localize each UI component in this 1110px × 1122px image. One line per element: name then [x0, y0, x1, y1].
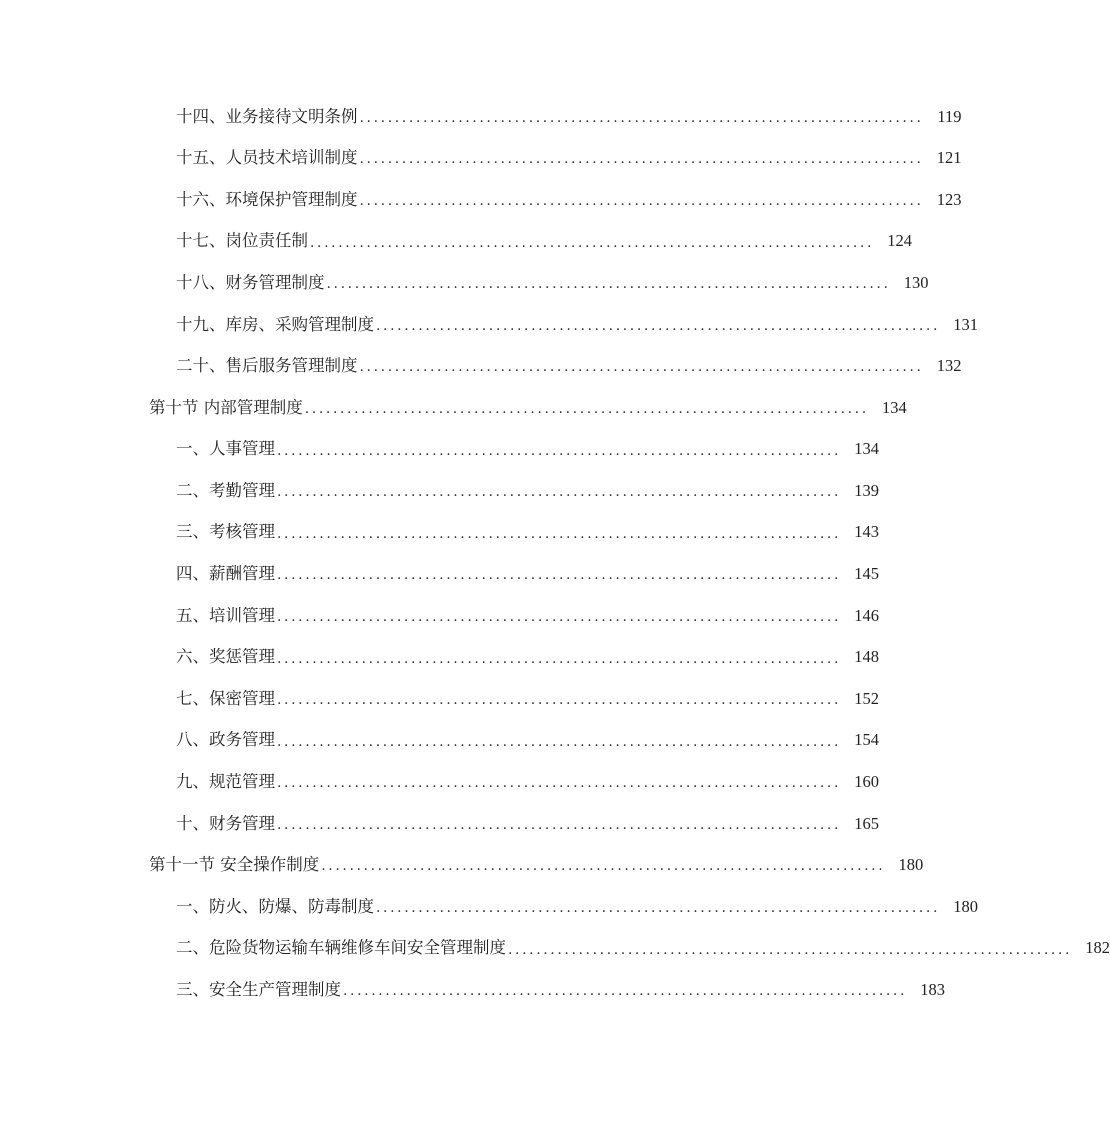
toc-entry[interactable] [0, 138, 962, 180]
toc-page-number: 139 [854, 480, 880, 500]
toc-entry-title: 第十节 内部管理制度 [149, 397, 303, 417]
toc-entry[interactable] [0, 221, 913, 263]
toc-entry-title: 三、安全生产管理制度 [176, 980, 341, 1000]
toc-entry[interactable] [0, 470, 880, 512]
toc-entry[interactable] [0, 928, 1110, 970]
toc-entry-title: 二十、售后服务管理制度 [176, 356, 358, 376]
toc-dot-leader: ................................................................................ [277, 525, 842, 542]
toc-entry-title: 五、培训管理 [176, 605, 275, 625]
toc-page-number: 152 [854, 688, 880, 708]
toc-entry[interactable] [0, 179, 962, 221]
toc-page-number: 123 [936, 189, 962, 209]
toc-page-number: 134 [882, 397, 907, 417]
toc-page-number: 165 [854, 813, 880, 833]
toc-dot-leader: ................................................................................ [326, 276, 891, 293]
toc-entry[interactable] [0, 886, 979, 928]
toc-entry-title: 十九、库房、采购管理制度 [176, 314, 374, 334]
toc-dot-leader: ................................................................................ [277, 442, 842, 459]
toc-entry[interactable] [0, 678, 880, 720]
toc-entry-title: 一、人事管理 [176, 439, 275, 459]
toc-dot-leader: ................................................................................ [277, 733, 842, 750]
toc-page-number: 119 [937, 106, 962, 126]
toc-dot-leader: ................................................................................ [277, 650, 842, 667]
toc-dot-leader: ................................................................................ [376, 900, 941, 917]
toc-entry-title: 十五、人员技术培训制度 [176, 148, 358, 168]
toc-entry[interactable] [0, 969, 946, 1011]
toc-dot-leader: ................................................................................ [508, 941, 1073, 958]
toc-entry-title: 三、考核管理 [176, 522, 275, 542]
toc-entry[interactable] [0, 346, 962, 388]
toc-dot-leader: ................................................................................ [277, 692, 842, 709]
toc-dot-leader: ................................................................................ [359, 359, 924, 376]
toc-entry[interactable] [0, 262, 929, 304]
toc-page-number: 180 [898, 855, 924, 875]
toc-entry-title: 十七、岗位责任制 [176, 231, 308, 251]
toc-entry[interactable] [0, 512, 880, 554]
toc-page-number: 148 [854, 647, 880, 667]
toc-page-number: 146 [854, 605, 880, 625]
toc-page-number: 183 [920, 980, 946, 1000]
toc-dot-leader: ................................................................................ [359, 109, 924, 126]
toc-page-number: 160 [854, 772, 880, 792]
toc-page-number: 132 [936, 356, 962, 376]
toc-entry-title: 第十一节 安全操作制度 [149, 855, 320, 875]
table-of-contents [0, 96, 1110, 1011]
toc-page-number: 145 [854, 564, 880, 584]
toc-dot-leader: ................................................................................ [277, 484, 842, 501]
toc-dot-leader: ................................................................................ [277, 567, 842, 584]
toc-dot-leader: ................................................................................ [359, 151, 924, 168]
toc-dot-leader: ................................................................................ [304, 400, 869, 417]
toc-entry-title: 六、奖惩管理 [176, 647, 275, 667]
toc-dot-leader: ................................................................................ [359, 192, 924, 209]
toc-entry[interactable] [0, 595, 880, 637]
toc-page-number: 180 [953, 896, 979, 916]
toc-page-number: 130 [903, 272, 929, 292]
toc-dot-leader: ................................................................................ [277, 775, 842, 792]
toc-page-number: 124 [887, 231, 913, 251]
toc-entry-title: 二、考勤管理 [176, 480, 275, 500]
toc-entry-title: 十八、财务管理制度 [176, 272, 325, 292]
toc-entry[interactable] [0, 720, 880, 762]
toc-page-number: 134 [854, 439, 880, 459]
toc-entry-title: 八、政务管理 [176, 730, 275, 750]
toc-entry[interactable] [0, 96, 962, 138]
toc-entry[interactable] [0, 762, 880, 804]
toc-page-number: 143 [854, 522, 880, 542]
toc-entry[interactable] [0, 554, 880, 596]
toc-entry-title: 一、防火、防爆、防毒制度 [176, 896, 374, 916]
toc-entry[interactable] [0, 429, 880, 471]
toc-entry[interactable] [0, 803, 880, 845]
toc-dot-leader: ................................................................................ [310, 234, 875, 251]
toc-page-number: 154 [854, 730, 880, 750]
toc-entry-title: 七、保密管理 [176, 688, 275, 708]
toc-entry[interactable] [0, 637, 880, 679]
toc-section-entry[interactable] [0, 845, 924, 887]
toc-dot-leader: ................................................................................ [321, 858, 886, 875]
toc-dot-leader: ................................................................................ [277, 816, 842, 833]
toc-page-number: 131 [953, 314, 979, 334]
toc-entry-title: 十、财务管理 [176, 813, 275, 833]
toc-entry-title: 十六、环境保护管理制度 [176, 189, 358, 209]
toc-entry-title: 九、规范管理 [176, 772, 275, 792]
toc-page-number: 182 [1085, 938, 1110, 958]
toc-dot-leader: ................................................................................ [277, 608, 842, 625]
toc-page-number: 121 [936, 148, 962, 168]
toc-entry-title: 二、危险货物运输车辆维修车间安全管理制度 [176, 938, 506, 958]
toc-section-entry[interactable] [0, 387, 907, 429]
toc-entry[interactable] [0, 304, 979, 346]
toc-dot-leader: ................................................................................ [343, 983, 908, 1000]
toc-dot-leader: ................................................................................ [376, 317, 941, 334]
toc-entry-title: 十四、业务接待文明条例 [176, 106, 358, 126]
toc-entry-title: 四、薪酬管理 [176, 564, 275, 584]
